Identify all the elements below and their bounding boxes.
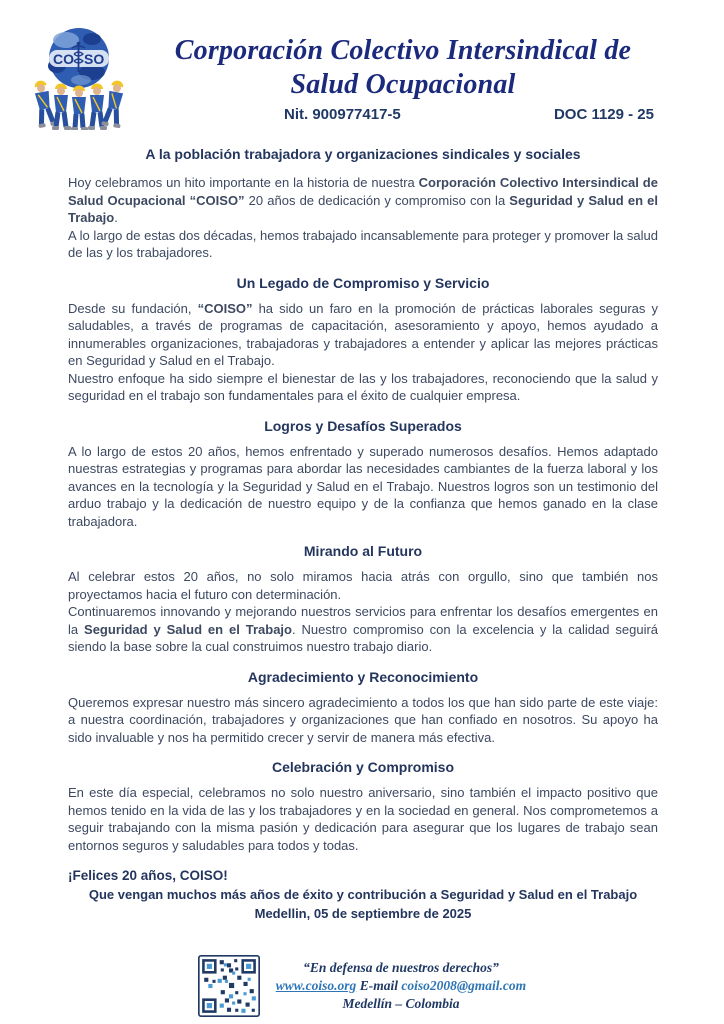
footer-contact-line	[276, 977, 526, 995]
org-title-line1: Corporación Colectivo Intersindical de	[174, 35, 632, 66]
org-title-block	[124, 34, 682, 123]
paragraph	[68, 603, 658, 656]
doc-number: DOC 1129 - 25	[553, 106, 654, 123]
workers-figures	[31, 79, 128, 130]
section-heading-celebracion: Celebración y Compromiso	[271, 759, 455, 775]
qr-code	[198, 955, 260, 1017]
paragraph	[68, 694, 658, 747]
text-segment: A lo largo de estos 20 años, hemos enfrentado y superado numerosos desafíos. Hemos adaptado nuestras estrategias y programas para abordar las necesidades cambiantes de la fuerza laboral y los avances en la tecnología y la Seguridad y Salud en el Trabajo. Nuestros logros son un testimonio del arduo trabajo y la dedicación de nuestro equipo y de la confianza que hemos ganado en la clase trabajadora.	[68, 443, 658, 529]
text-segment: A lo largo de estas dos décadas, hemos trabajado incansablemente para proteger y promover la salud de las y los trabajadores.	[68, 227, 658, 260]
nit-number: Nit. 900977417-5	[284, 106, 401, 123]
footer-motto: “En defensa de nuestros derechos”	[303, 960, 499, 975]
closing-block	[68, 866, 658, 923]
svg-text:SO: SO	[84, 51, 105, 67]
text-segment: ha sido un faro en la promoción de prácticas laborales seguras y saludables, a través de programas de capacitación, asesoramiento y apoyo, hemos ayudado a innumerables organizaciones, trabajadoras y trabajadores a entender y aplicar las mejores prácticas en Seguridad y Salud en el Trabajo.	[68, 300, 658, 368]
svg-text:CO: CO	[53, 51, 74, 67]
closing-congrats: ¡Felices 20 años, COISO!	[68, 868, 228, 883]
paragraph	[68, 443, 658, 531]
text-segment: . Nuestro compromiso con la excelencia y la calidad seguirá siendo la base sobre la cual construimos nuestro trabajo diario.	[68, 621, 659, 654]
salutation: A la población trabajadora y organizaciones sindicales y sociales	[145, 146, 581, 162]
paragraph	[68, 568, 658, 603]
paragraph	[68, 174, 658, 227]
section-heading-legado: Un Legado de Compromiso y Servicio	[236, 274, 490, 291]
text-segment: Al celebrar estos 20 años, no solo miramos hacia atrás con orgullo, sino que también nos proyectamos hacia el futuro con determinación.	[68, 569, 658, 602]
text-segment: Corporación Colectivo Intersindical de Salud Ocupacional “COISO”	[68, 175, 658, 208]
coiso-logo-graphic	[26, 24, 132, 130]
text-segment: En este día especial, celebramos no solo nuestro aniversario, sino también el impacto positivo que hemos tenido en la vida de las y los trabajadores y en la sociedad en general. Nos comprometemos a seguir trabajando con la misma pasión y dedicación para asegurar que los lugares de trabajo sean entornos seguros y saludables para todos y todas.	[68, 785, 658, 853]
text-segment: Hoy celebramos un hito importante en la historia de nuestra	[68, 175, 419, 190]
closing-wish: Que vengan muchos más años de éxito y contribución a Seguridad y Salud en el Trabajo	[88, 887, 638, 902]
intro-block	[68, 174, 658, 262]
letter-footer	[0, 955, 724, 1017]
document-ids	[124, 102, 682, 123]
text-segment: .	[114, 210, 118, 225]
org-title-line2: Salud Ocupacional	[290, 69, 516, 100]
footer-text-block	[276, 959, 526, 1013]
section-heading-logros: Logros y Desafíos Superados	[264, 417, 462, 434]
paragraph	[68, 370, 658, 405]
email-link[interactable]: coiso2008@gmail.com	[401, 978, 527, 993]
footer-location: Medellín – Colombia	[342, 996, 460, 1011]
website-link[interactable]: www.coiso.org	[275, 978, 357, 993]
paragraph	[68, 784, 658, 854]
letterhead	[0, 0, 724, 140]
text-segment: 20 años de dedicación y compromiso con la	[244, 192, 510, 208]
letter-body	[68, 146, 658, 923]
text-segment: Seguridad y Salud en el Trabajo	[68, 192, 658, 225]
section-heading-futuro: Mirando al Futuro	[303, 543, 423, 559]
email-label: E-mail	[359, 978, 398, 993]
closing-date: Medellin, 05 de septiembre de 2025	[254, 906, 472, 921]
text-segment: Nuestro enfoque ha sido siempre el bienestar de las y los trabajadores, reconociendo que la salud y seguridad en el trabajo son fundamentales para el éxito de cualquier empresa.	[68, 370, 658, 403]
text-segment: Seguridad y Salud en el Trabajo	[84, 621, 292, 637]
section-heading-agradecimiento: Agradecimiento y Reconocimiento	[247, 668, 479, 685]
text-segment: “COISO”	[197, 300, 253, 316]
paragraph	[68, 300, 658, 370]
coiso-logo	[26, 24, 132, 130]
paragraph	[68, 227, 658, 262]
text-segment: Desde su fundación,	[68, 300, 198, 316]
text-segment: Queremos expresar nuestro más sincero agradecimiento a todos los que han sido parte de este viaje: a nuestra coordinación, trabajadores y organizaciones que han confiado en nosotros. Su apoyo ha sido invaluable y nos ha permitido crecer y servir de manera más efectiva.	[68, 694, 658, 745]
text-segment: Continuaremos innovando y mejorando nuestros servicios para enfrentar los desafíos emergentes en la	[68, 604, 658, 637]
